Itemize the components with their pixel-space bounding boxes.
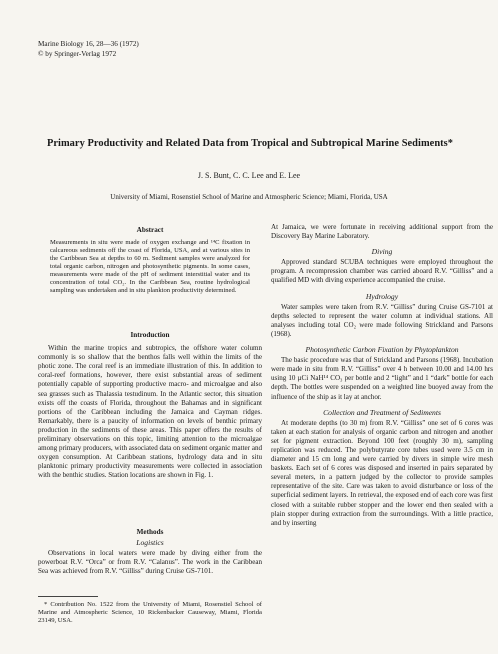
collection-heading: Collection and Treatment of Sediments (323, 407, 441, 417)
footnote-rule (38, 596, 98, 597)
journal-citation: Marine Biology 16, 28—36 (1972) (38, 40, 139, 48)
diving-heading: Diving (371, 247, 393, 257)
methods-section (38, 528, 262, 576)
footnote-block (38, 596, 262, 625)
introduction-text: Within the marine tropics and subtropics, the offshore water column commonly is so shallow that the benthos falls well within the limits of the photic zone. The coral reef is an immediate illustration of this. In addition to coral-reef formations, however, there exist substantial areas of sediment potentially capable of supporting productive macro- and microalgae and also sea grasses such as Thalassia testudinum. In the Atlantic sector, this situation exists off the coasts of Florida, throughout the Bahamas and in significant portions of the Caribbean including the Jamaica and Cayman ridges. Remarkably, there is a paucity of information on levels of benthic primary production in the sediments of these areas. This paper offers the results of preliminary observations on this topic, limiting attention to the microalgae among primary producers, with associated data on sediment organic matter and oxygen consumption. At Caribbean stations, hydrology data and in situ planktonic primary productivity measurements were collected in association with the benthic studies. Station locations are shown in Fig. 1. (38, 344, 262, 480)
hydrology-text: Water samples were taken from R.V. “Gilliss” during Cruise GS-7101 at depths selected to represent the water column at individual stations. All analyses including total CO₂ were made following Strickland and Parsons (1968). (271, 302, 493, 338)
collection-text: At moderate depths (to 30 m) from R.V. “Gilliss” one set of 6 cores was taken at each station for analysis of organic carbon and nitrogen and another set for pigment extraction. Beyond 100 feet (roughly 30 m), sampling replication was reduced. The polybutyrate core tubes used were 3.5 cm in diameter and 15 cm long and were carried by divers in simple wire mesh baskets. Each set of 6 cores was disposed and inserted in pairs separated by several meters, in a pattern judged by the collector to provide samples representative of the site. Care was taken to avoid disturbance or loss of the superficial sediment layers. In retrieval, the exposed end of each core was first closed with a suitable rubber stopper and the lower end then sealed with a plain stopper during extraction from the surroundings. With a little practice, and by inserting (271, 418, 493, 527)
copyright-line: © by Springer-Verlag 1972 (38, 49, 117, 58)
paper-title: Primary Productivity and Related Data from Tropical and Subtropical Marine Sediments* (46, 138, 453, 149)
abstract-text: Measurements in situ were made of oxygen exchange and ¹⁴C fixation in calcareous sediments off the coast of Florida, USA, and at various sites in the Caribbean Sea at depths to 60 m. Sediment samples were analyzed for total organic carbon, nitrogen and photosynthetic pigments. In some cases, measurements were made of the pH of sediment interstitial water and its concentration of total CO₂. In the Caribbean Sea, routine hydrological sampling was undertaken and in situ plankton productivity determined. (50, 239, 250, 295)
introduction-section (38, 331, 262, 481)
photosynthetic-text: The basic procedure was that of Strickland and Parsons (1968). Incubation were made in situ from R.V. “Gilliss” over 4 h between 10.00 and 14.00 hrs using 10 µCi NaH¹⁴ CO₃ per bottle and 2 “light” and 1 “dark” bottle for each depth. The bottles were suspended on a weighted line buoyed away from the influence of the ship as it lay at anchor. (271, 356, 493, 401)
paper-authors: J. S. Bunt, C. C. Lee and E. Lee (197, 171, 301, 180)
jamaica-text: At Jamaica, we were fortunate in receiving additional support from the Discovery Bay Marine Laboratory. (271, 223, 493, 241)
abstract-heading: Abstract (136, 226, 164, 234)
journal-header (38, 40, 139, 59)
right-column (271, 223, 493, 528)
introduction-heading: Introduction (130, 331, 170, 339)
paper-affiliation: University of Miami, Rosenstiel School of Marine and Atmospheric Science; Miami, Florida, USA (110, 193, 388, 201)
hydrology-heading: Hydrology (365, 291, 399, 301)
footnote-text: * Contribution No. 1522 from the University of Miami, Rosenstiel School of Marine and Atmospheric Science, 10 Rickenbacker Causeway, Miami, Florida 23149, USA. (38, 601, 262, 624)
logistics-text: Observations in local waters were made by diving either from the powerboat R.V. “Orca” or from R.V. “Calanus”. The work in the Caribbean Sea was achieved from R.V. “Gilliss” during Cruise GS-7101. (38, 549, 262, 576)
methods-heading: Methods (136, 528, 164, 536)
left-column (38, 226, 262, 295)
logistics-heading: Logistics (136, 538, 164, 548)
diving-text: Approved standard SCUBA techniques were employed throughout the program. A recompression chamber was carried aboard R.V. “Gilliss” and a qualified MD with diving experience accompanied the cruise. (271, 258, 493, 285)
photosynthetic-heading: Photosynthetic Carbon Fixation by Phytoplankton (305, 345, 459, 355)
